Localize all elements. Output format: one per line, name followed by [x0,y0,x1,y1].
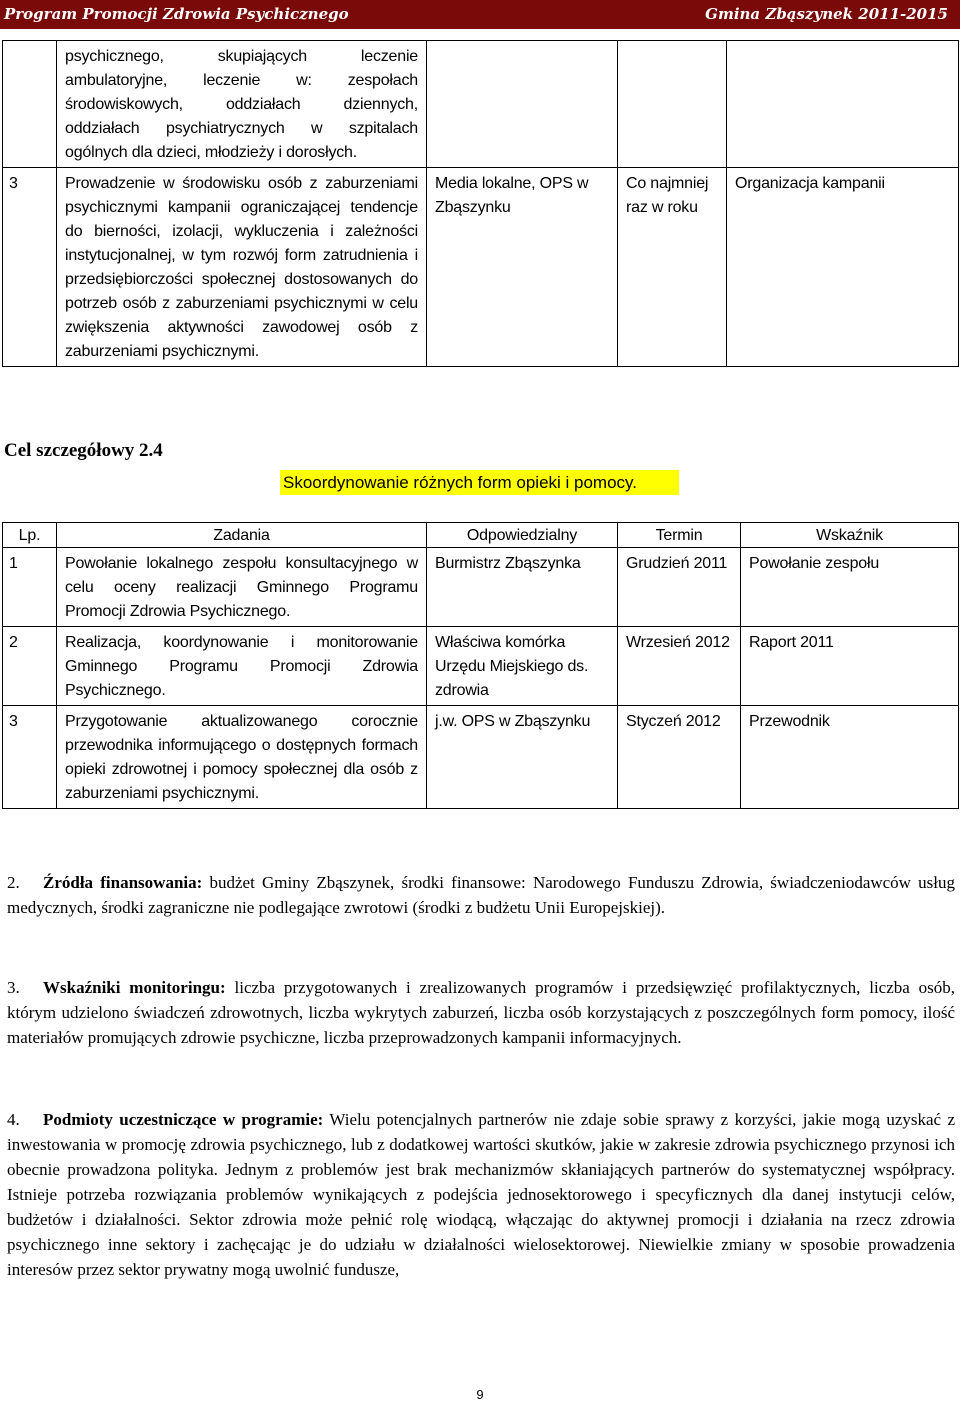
term-cell: Grudzień 2011 [618,548,741,627]
indicator-cell: Organizacja kampanii [727,168,959,367]
tasks-table [2,522,959,809]
term-cell: Co najmniej raz w roku [618,168,727,367]
section-number: 3. [7,978,20,997]
municipality-title: Gmina Zbąszynek 2011-2015 [705,5,948,23]
goal-label: Cel szczegółowy 2.4 [4,440,163,461]
section-text: budżet Gminy Zbąszynek, środki finansowe: Narodowego Funduszu Zdrowia, świadczeniodawców usług medycznych, środki zagraniczne nie podlegające zwrotowi (środki z budżetu Unii Europejskiej). [7,873,955,917]
row-number: 3 [3,168,57,367]
row-number: 2 [3,627,57,706]
page-header [0,0,960,29]
responsible-cell: Media lokalne, OPS w Zbąszynku [427,168,618,367]
table-row [3,168,959,367]
header-num: Lp. [3,523,57,548]
responsible-cell: Właściwa komórka Urzędu Miejskiego ds. zdrowia [427,627,618,706]
responsible-cell: j.w. OPS w Zbąszynku [427,706,618,809]
tasks-table-continued [2,40,959,367]
term-cell: Wrzesień 2012 [618,627,741,706]
section-text: liczba przygotowanych i zrealizowanych programów i przedsięwzięć profilaktycznych, liczba osób, którym udzielono świadczeń zdrowotnych, liczba wykrytych zaburzeń, liczba osób korzystających z poszczególnych form pomocy, ilość materiałów promujących zdrowie psychiczne, liczba przeprowadzonych kampanii informacyjnych. [7,978,956,1047]
table-header-row [3,523,959,548]
indicator-cell: Przewodnik [741,706,959,809]
task-text: Realizacja, koordynowanie i monitorowanie Gminnego Programu Promocji Zdrowia Psychicznego. [57,627,427,706]
section-monitoring [7,975,955,1050]
header-responsible: Odpowiedzialny [427,523,618,548]
header-task: Zadania [57,523,427,548]
section-heading: Wskaźniki monitoringu: [43,978,226,997]
header-term: Termin [618,523,741,548]
section-heading: Źródła finansowania: [43,873,203,892]
task-text: Przygotowanie aktualizowanego corocznie przewodnika informującego o dostępnych formach opieki zdrowotnej i pomocy społecznej dla osób z zaburzeniami psychicznymi. [57,706,427,809]
section-financing [7,870,955,920]
goal-title: Skoordynowanie różnych form opieki i pomocy. [280,470,679,495]
section-text: Wielu potencjalnych partnerów nie zdaje sobie sprawy z korzyści, jakie mogą uzyskać z inwestowania w promocję zdrowia psychicznego, lub z dodatkowej wartości skutków, jakie w zakresie zdrowia psychicznego przynosi ich obecnie prowadzona polityka. Jednym z problemów jest brak mechanizmów skłaniających partnerów do systematycznej współpracy. Istnieje potrzeba rozwiązania problemów wynikających z podejścia jednosektorowego i specyficznych dla danej instytucji celów, budżetów i działalności. Sektor zdrowia może pełnić rolę wiodącą, włączając do aktywnej promocji i działania na rzecz zdrowia psychicznego inne sektory i zachęcając je do udziału w działalności wielosektorowej. Niewielkie zmiany w sposobie prowadzenia interesów przez sektor prywatny mogą uwolnić fundusze, [7,1110,956,1279]
term-cell [618,41,727,168]
table-row [3,706,959,809]
indicator-cell [727,41,959,168]
header-indicator: Wskaźnik [741,523,959,548]
row-number: 3 [3,706,57,809]
task-text: Prowadzenie w środowisku osób z zaburzeniami psychicznymi kampanii ograniczającej tendencje do bierności, izolacji, wykluczenia i zależności instytucjonalnej, w tym rozwój form zatrudnienia i przedsiębiorczości społecznej dostosowanych do potrzeb osób z zaburzeniami psychicznymi w celu zwiększenia aktywności zawodowej osób z zaburzeniami psychicznymi. [57,168,427,367]
term-cell: Styczeń 2012 [618,706,741,809]
row-number [3,41,57,168]
program-title: Program Promocji Zdrowia Psychicznego [4,5,349,23]
row-number: 1 [3,548,57,627]
table-row [3,41,959,168]
section-number: 4. [7,1110,20,1129]
task-text: Powołanie lokalnego zespołu konsultacyjnego w celu oceny realizacji Gminnego Programu Promocji Zdrowia Psychicznego. [57,548,427,627]
table-row [3,548,959,627]
responsible-cell [427,41,618,168]
indicator-cell: Raport 2011 [741,627,959,706]
section-heading: Podmioty uczestniczące w programie: [43,1110,324,1129]
section-number: 2. [7,873,20,892]
indicator-cell: Powołanie zespołu [741,548,959,627]
page-number: 9 [476,1387,484,1402]
section-participants [7,1107,955,1282]
task-text: psychicznego, skupiających leczenie ambulatoryjne, leczenie w: zespołach środowiskowych, oddziałach dziennych, oddziałach psychiatrycznych w szpitalach ogólnych dla dzieci, młodzieży i dorosłych. [57,41,427,168]
responsible-cell: Burmistrz Zbąszynka [427,548,618,627]
table-row [3,627,959,706]
